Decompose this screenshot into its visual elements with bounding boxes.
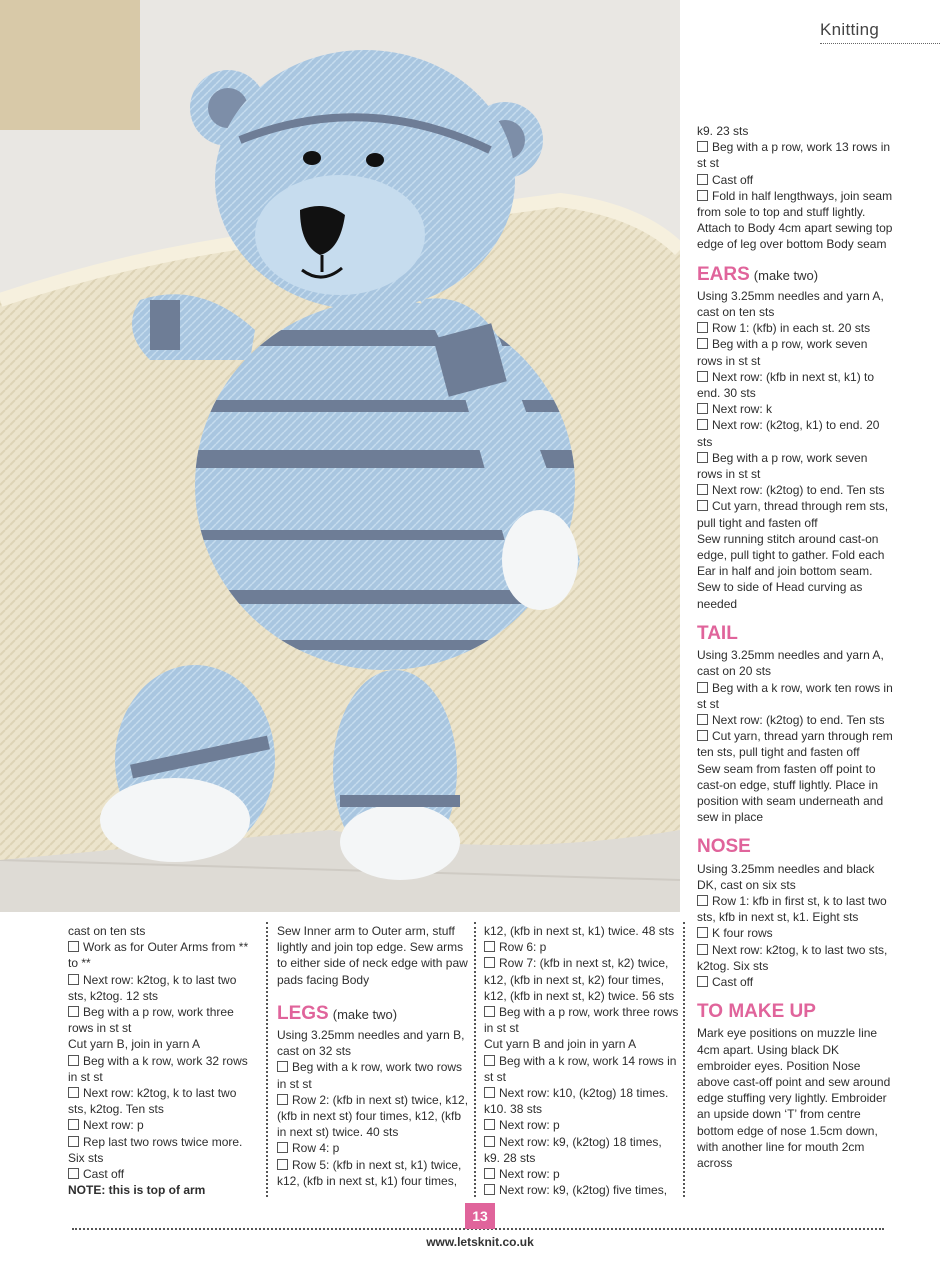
checkbox-icon[interactable]: [697, 484, 708, 495]
tail-instructions: [697, 647, 895, 825]
column-divider: [683, 922, 685, 1197]
instruction-line: Mark eye positions on muzzle line 4cm apart. Using black DK embroider eyes. Position Nose above cast-off point and sew around edge stuffing very lightly. Embroider an upside down ‘T’ from centre bottom edge of nose 1.5cm down, with another line for mouth 2cm across: [697, 1026, 891, 1170]
instruction-line: Row 2: (kfb in next st) twice, k12, (kfb in next st) four times, k12, (kfb in next st) twice. 40 sts: [277, 1092, 469, 1140]
leg-instructions-continued: [697, 123, 895, 253]
checkbox-icon[interactable]: [68, 974, 79, 985]
website-link[interactable]: www.letsknit.co.uk: [426, 1235, 534, 1249]
instruction-line: Next row: k: [697, 401, 895, 417]
instruction-line: Next row: k9, (k2tog) 18 times, k9. 28 sts: [484, 1134, 662, 1165]
legs-heading: LEGS (make two): [277, 1002, 398, 1024]
instruction-line: k9. 23 sts: [697, 124, 749, 138]
checkbox-icon[interactable]: [277, 1142, 288, 1153]
instruction-line: Cut yarn B, join in yarn A: [68, 1037, 201, 1052]
checkbox-icon[interactable]: [697, 141, 708, 152]
instruction-line: Beg with a k row, work ten rows in st st: [697, 680, 893, 711]
instruction-line: Row 4: p: [277, 1140, 472, 1156]
nose-instructions: [697, 861, 895, 991]
instruction-line: Next row: k2tog, k to last two sts, k2tog. Ten sts: [68, 1086, 237, 1117]
instruction-line: Using 3.25mm needles and yarn A, cast on 20 sts: [697, 648, 884, 679]
checkbox-icon[interactable]: [697, 322, 708, 333]
bottom-column-3: [484, 923, 679, 1198]
instruction-line: Beg with a k row, work 32 rows in st st: [68, 1053, 248, 1084]
checkbox-icon[interactable]: [484, 1087, 495, 1098]
checkbox-icon[interactable]: [697, 500, 708, 511]
note: NOTE: this is top of arm: [68, 1183, 206, 1198]
instruction-line: Using 3.25mm needles and yarn A, cast on ten sts: [697, 288, 884, 320]
instruction-line: Row 6: p: [484, 939, 679, 955]
checkbox-icon[interactable]: [277, 1061, 288, 1072]
checkbox-icon[interactable]: [68, 1119, 79, 1130]
instruction-line: Fold in half lengthways, join seam from sole to top and stuff lightly. Attach to Body 4cm apart sewing top edge of leg over bottom Body seam: [697, 188, 893, 252]
instruction-line: Sew Inner arm to Outer arm, stuff lightly and join top edge. Sew arms to either side of neck edge with paw pads facing Body: [277, 924, 468, 987]
instruction-line: Beg with a p row, work three rows in st st: [484, 1005, 679, 1036]
instruction-line: Sew seam from fasten off point to cast-on edge, stuff lightly. Place in position with seam underneath and sew in place: [697, 761, 884, 825]
instruction-line: Next row: p: [484, 1117, 679, 1133]
bottom-column-1: [68, 923, 258, 1198]
checkbox-icon[interactable]: [697, 371, 708, 382]
checkbox-icon[interactable]: [697, 419, 708, 430]
checkbox-icon[interactable]: [697, 682, 708, 693]
instruction-line: Row 7: (kfb in next st, k2) twice, k12, (kfb in next st, k2) four times, k12, (kfb in next st, k2) twice. 56 sts: [484, 956, 675, 1003]
instruction-line: Next row: (k2tog) to end. Ten sts: [697, 482, 895, 498]
checkbox-icon[interactable]: [484, 1119, 495, 1130]
checkbox-icon[interactable]: [697, 452, 708, 463]
instruction-line: Rep last two rows twice more. Six sts: [68, 1134, 243, 1165]
checkbox-icon[interactable]: [68, 1087, 79, 1098]
instruction-line: Beg with a p row, work three rows in st st: [68, 1005, 234, 1036]
checkbox-icon[interactable]: [697, 730, 708, 741]
instruction-line: Next row: p: [484, 1166, 679, 1182]
checkbox-icon[interactable]: [697, 976, 708, 987]
wicker-basket: [0, 0, 140, 130]
instruction-line: Using 3.25mm needles and black DK, cast on six sts: [697, 861, 875, 892]
instruction-line: Next row: (k2tog, k1) to end. 20 sts: [697, 418, 880, 449]
section-label: Knitting: [820, 20, 940, 44]
ears-heading: EARS (make two): [697, 263, 819, 285]
instruction-line: Row 1: kfb in first st, k to last two sts, kfb in next st, k1. Eight sts: [697, 893, 887, 925]
instruction-line: Cast off: [697, 172, 895, 188]
checkbox-icon[interactable]: [484, 941, 495, 952]
checkbox-icon[interactable]: [697, 338, 708, 349]
checkbox-icon[interactable]: [697, 403, 708, 414]
make-up-instructions: [697, 1025, 895, 1171]
page-number: 13: [465, 1203, 495, 1229]
checkbox-icon[interactable]: [68, 941, 79, 952]
column-divider: [474, 922, 476, 1197]
instruction-line: Using 3.25mm needles and yarn B, cast on 32 sts: [277, 1028, 465, 1059]
instruction-line: Beg with a p row, work 13 rows in st st: [697, 140, 891, 171]
checkbox-icon[interactable]: [697, 190, 708, 201]
instruction-line: Work as for Outer Arms from ** to **: [68, 940, 249, 971]
checkbox-icon[interactable]: [697, 927, 708, 938]
checkbox-icon[interactable]: [484, 1168, 495, 1179]
instruction-line: Beg with a k row, work two rows in st st: [277, 1060, 463, 1091]
instruction-line: Next row: k9, (k2tog) five times,: [484, 1182, 679, 1198]
checkbox-icon[interactable]: [697, 944, 708, 955]
instruction-line: Next row: p: [68, 1117, 258, 1133]
instruction-line: Cut yarn B and join in yarn A: [484, 1037, 637, 1052]
instruction-line: Cast off: [697, 974, 895, 990]
checkbox-icon[interactable]: [68, 1168, 79, 1179]
checkbox-icon[interactable]: [68, 1136, 79, 1147]
checkbox-icon[interactable]: [68, 1055, 79, 1066]
checkbox-icon[interactable]: [68, 1006, 79, 1017]
instruction-line: Beg with a k row, work 14 rows in st st: [484, 1053, 677, 1084]
checkbox-icon[interactable]: [277, 1094, 288, 1105]
instruction-line: Cut yarn, thread yarn through rem ten sts, pull tight and fasten off: [697, 729, 893, 760]
checkbox-icon[interactable]: [484, 1184, 495, 1195]
instruction-line: Next row: (k2tog) to end. Ten sts: [697, 712, 895, 728]
checkbox-icon[interactable]: [697, 895, 708, 906]
checkbox-icon[interactable]: [697, 174, 708, 185]
instruction-line: k12, (kfb in next st, k1) twice. 48 sts: [484, 924, 675, 938]
instruction-line: Row 5: (kfb in next st, k1) twice, k12, (kfb in next st, k1) four times,: [277, 1157, 462, 1188]
instruction-line: Row 1: (kfb) in each st. 20 sts: [697, 320, 895, 336]
bottom-column-2: [277, 923, 472, 1189]
ears-instructions: [697, 288, 895, 612]
make-up-heading: TO MAKE UP: [697, 1001, 816, 1023]
instruction-line: Sew running stitch around cast-on edge, pull tight to gather. Fold each Ear in half and join bottom seam. Sew to side of Head curving as needed: [697, 531, 885, 611]
instruction-line: Beg with a p row, work seven rows in st st: [697, 337, 868, 368]
instruction-line: K four rows: [697, 925, 895, 941]
nose-heading: NOSE: [697, 836, 751, 858]
instruction-line: Next row: (kfb in next st, k1) to end. 30 sts: [697, 369, 875, 401]
instruction-line: Next row: k2tog, k to last two sts, k2tog. 12 sts: [68, 972, 237, 1003]
checkbox-icon[interactable]: [484, 957, 495, 968]
column-divider: [266, 922, 268, 1197]
checkbox-icon[interactable]: [484, 1136, 495, 1147]
instruction-line: cast on ten sts: [68, 924, 146, 938]
checkbox-icon[interactable]: [277, 1159, 288, 1170]
instruction-line: Next row: k10, (k2tog) 18 times. k10. 38 sts: [484, 1086, 669, 1117]
checkbox-icon[interactable]: [697, 714, 708, 725]
instruction-line: Beg with a p row, work seven rows in st st: [697, 450, 868, 482]
instruction-line: Cast off: [68, 1166, 258, 1182]
checkbox-icon[interactable]: [484, 1055, 495, 1066]
right-column: [697, 123, 895, 1171]
instruction-line: Next row: k2tog, k to last two sts, k2tog. Six sts: [697, 942, 888, 973]
instruction-line: Cut yarn, thread through rem sts, pull tight and fasten off: [697, 499, 889, 530]
tail-heading: TAIL: [697, 622, 738, 644]
checkbox-icon[interactable]: [484, 1006, 495, 1017]
